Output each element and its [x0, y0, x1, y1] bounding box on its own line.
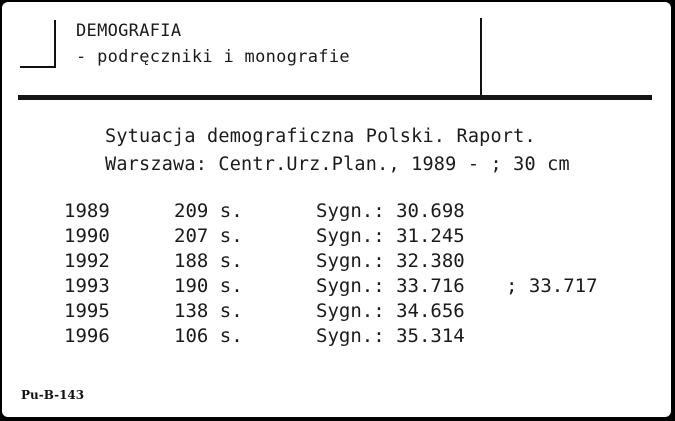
title-line2: Warszawa: Centr.Urz.Plan., 1989 - ; 30 cm — [105, 154, 570, 175]
holding-signature: Sygn.: 34.656 — [316, 300, 465, 322]
holding-extra-signature: ; 33.717 — [506, 275, 598, 297]
holding-pages: 209 s. — [174, 200, 243, 222]
vertical-divider — [480, 18, 482, 98]
holding-pages: 207 s. — [174, 225, 243, 247]
holding-signature: Sygn.: 30.698 — [316, 200, 465, 222]
archive-stamp: Pu-B-143 — [21, 388, 85, 402]
holding-year: 1992 — [64, 250, 110, 272]
holding-pages: 138 s. — [174, 300, 243, 322]
holding-signature: Sygn.: 35.314 — [316, 325, 465, 347]
holding-year: 1996 — [64, 325, 110, 347]
subject-heading — [76, 18, 350, 70]
holding-pages: 190 s. — [174, 275, 243, 297]
holding-pages: 106 s. — [174, 325, 243, 347]
title-line1: Sytuacja demograficzna Polski. Raport. — [105, 126, 536, 147]
subject-heading-line2: - podręczniki i monografie — [76, 47, 350, 67]
holding-year: 1995 — [64, 300, 110, 322]
corner-bracket-mark — [20, 20, 56, 68]
holding-signature: Sygn.: 33.716 — [316, 275, 465, 297]
subject-heading-line1: DEMOGRAFIA — [76, 21, 182, 41]
horizontal-divider — [18, 95, 652, 100]
holding-year: 1993 — [64, 275, 110, 297]
catalog-card — [2, 2, 671, 417]
holding-signature: Sygn.: 32.380 — [316, 250, 465, 272]
holding-signature: Sygn.: 31.245 — [316, 225, 465, 247]
holding-year: 1989 — [64, 200, 110, 222]
bibliographic-title — [105, 123, 570, 179]
holding-pages: 188 s. — [174, 250, 243, 272]
holding-year: 1990 — [64, 225, 110, 247]
